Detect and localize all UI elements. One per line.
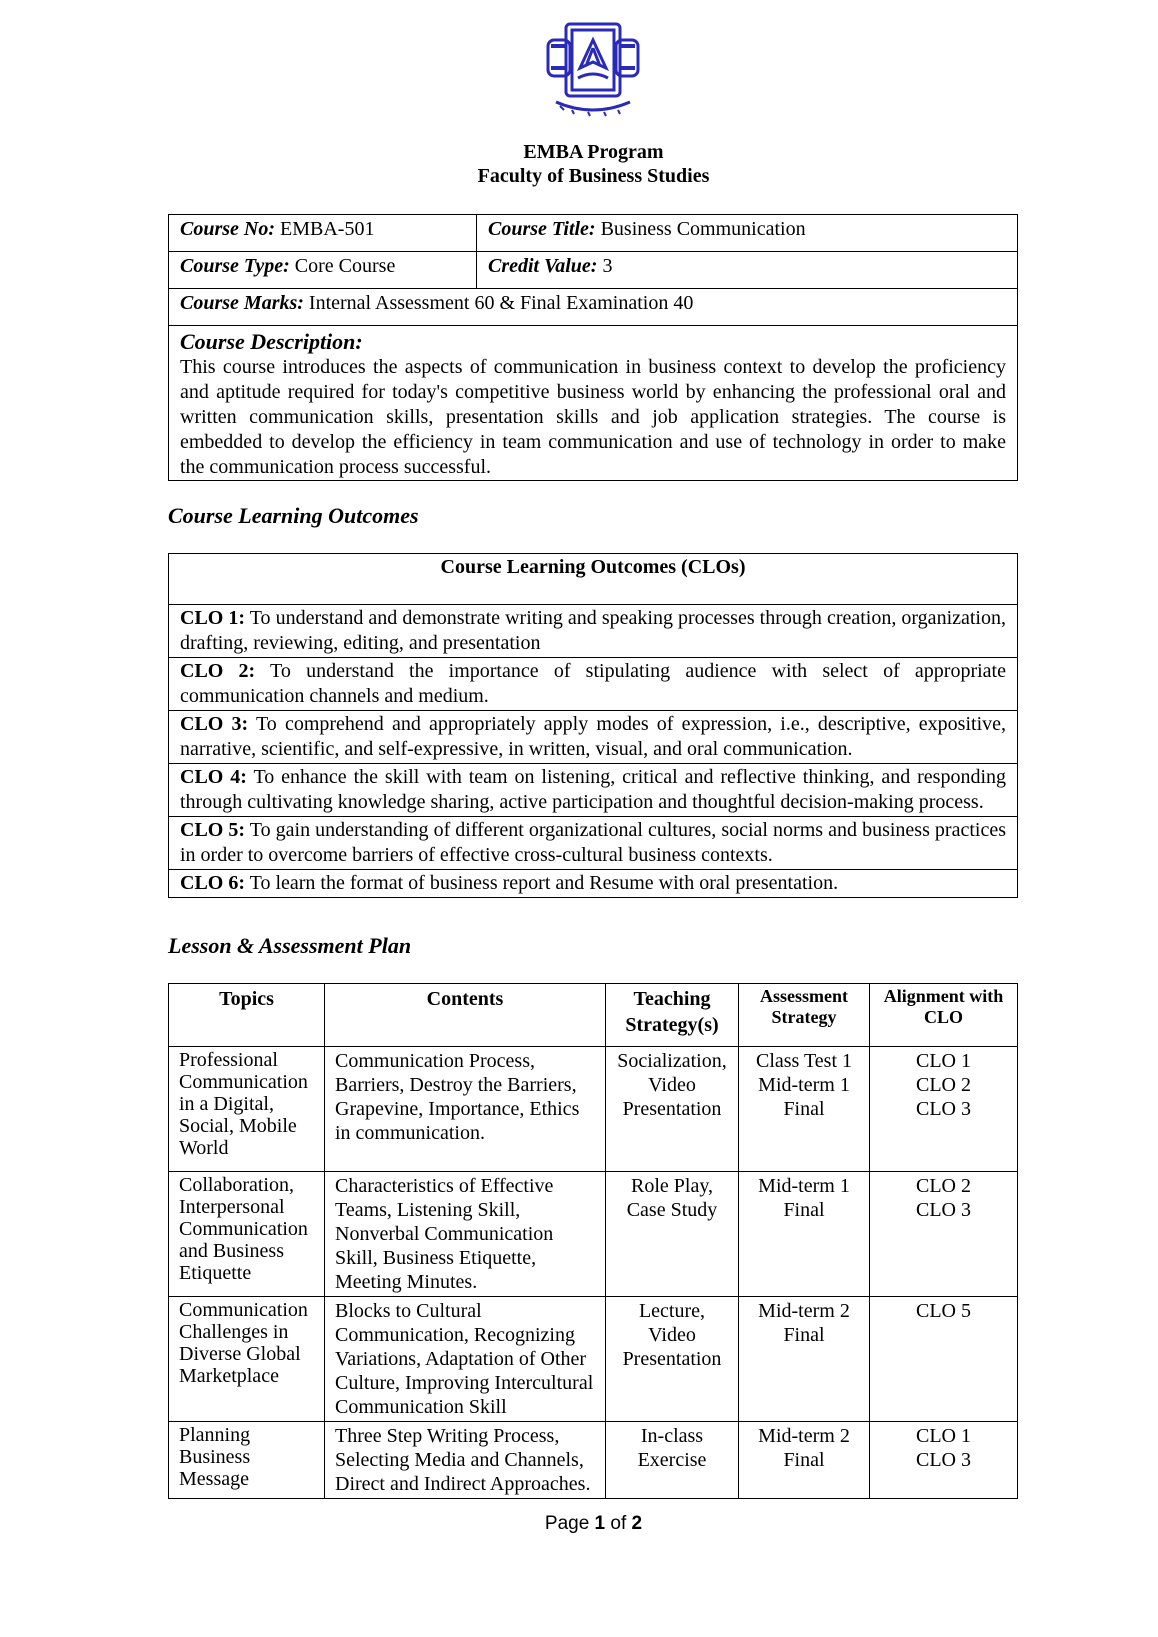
teaching-cell	[606, 1172, 739, 1297]
clo-row	[169, 605, 1018, 658]
assessment-line: Final	[783, 1098, 825, 1120]
teaching-line: Presentation	[622, 1098, 722, 1120]
clo-ref: CLO 1	[916, 1050, 971, 1072]
lesson-plan-table	[168, 983, 1018, 1499]
page-word: Page	[544, 1513, 595, 1534]
alignment-cell	[870, 1422, 1018, 1499]
clo-text: To comprehend and appropriately apply modes of expression, i.e., descriptive, expositive, narrative, scientific, and self-expressive, in written, visual, and oral communication.	[180, 713, 1006, 760]
clo-label: CLO 1:	[180, 607, 246, 629]
course-marks-value: Internal Assessment 60 & Final Examination 40	[303, 292, 694, 314]
assessment-line: Final	[783, 1324, 825, 1346]
credit-value-value: 3	[597, 255, 613, 277]
topic-cell: Planning Business Message	[169, 1422, 325, 1499]
clo-label: CLO 4:	[180, 766, 247, 788]
course-no-value: EMBA-501	[275, 218, 375, 240]
table-row	[169, 1047, 1018, 1172]
clo-ref: CLO 2	[916, 1074, 971, 1096]
alignment-cell	[870, 1172, 1018, 1297]
course-marks-label: Course Marks:	[180, 292, 304, 314]
contents-cell: Three Step Writing Process, Selecting Media and Channels, Direct and Indirect Approaches.	[325, 1422, 606, 1499]
course-type-value: Core Course	[289, 255, 396, 277]
topic-cell: Professional Communication in a Digital, Social, Mobile World	[169, 1047, 325, 1172]
of-word: of	[605, 1513, 632, 1534]
header-alignment: Alignment with CLO	[870, 984, 1018, 1047]
clo-section-title: Course Learning Outcomes	[168, 503, 419, 528]
contents-cell: Blocks to Cultural Communication, Recognizing Variations, Adaptation of Other Culture, Improving Intercultural Communication Skill	[325, 1297, 606, 1422]
clo-table	[168, 553, 1018, 898]
credit-value-label: Credit Value:	[488, 255, 598, 277]
teaching-cell	[606, 1047, 739, 1172]
assessment-line: Mid-term 2	[758, 1425, 850, 1447]
page-footer	[0, 1513, 1158, 1535]
teaching-line: Video	[648, 1074, 696, 1096]
course-type-cell	[169, 252, 477, 289]
clo-row	[169, 658, 1018, 711]
assessment-line: Final	[783, 1199, 825, 1221]
faculty-title: Faculty of Business Studies	[477, 165, 710, 187]
course-description-text: This course introduces the aspects of communication in business context to develop the proficiency and aptitude required for today's competitive business world by enhancing the professional oral and written communication skills, presentation skills and job application strategies. The course is embedded to develop the efficiency in team communication and use of technology in order to make the communication process successful.	[180, 356, 1006, 478]
clo-table-header: Course Learning Outcomes (CLOs)	[169, 554, 1018, 605]
assessment-line: Class Test 1	[755, 1050, 852, 1072]
course-description-label: Course Description:	[180, 329, 363, 354]
topic-cell: Communication Challenges in Diverse Global Marketplace	[169, 1297, 325, 1422]
clo-ref: CLO 3	[916, 1199, 971, 1221]
contents-cell: Communication Process, Barriers, Destroy the Barriers, Grapevine, Importance, Ethics in communication.	[325, 1047, 606, 1172]
course-no-cell	[169, 215, 477, 252]
table-row	[169, 1422, 1018, 1499]
teaching-line: Case Study	[626, 1199, 718, 1221]
course-marks-cell	[169, 289, 1018, 326]
clo-row	[169, 817, 1018, 870]
clo-text: To understand the importance of stipulating audience with select of appropriate communication channels and medium.	[180, 660, 1006, 707]
header-assessment: Assessment Strategy	[739, 984, 870, 1047]
clo-row	[169, 870, 1018, 898]
clo-label: CLO 3:	[180, 713, 249, 735]
assessment-line: Mid-term 2	[758, 1300, 850, 1322]
alignment-cell	[870, 1047, 1018, 1172]
teaching-cell	[606, 1422, 739, 1499]
course-info-table	[168, 214, 1018, 481]
header-teaching: Teaching Strategy(s)	[606, 984, 739, 1047]
teaching-line: Socialization,	[617, 1050, 727, 1072]
assessment-cell	[739, 1047, 870, 1172]
clo-row	[169, 711, 1018, 764]
clo-label: CLO 5:	[180, 819, 246, 841]
alignment-cell	[870, 1297, 1018, 1422]
credit-value-cell	[477, 252, 1018, 289]
contents-cell: Characteristics of Effective Teams, Listening Skill, Nonverbal Communication Skill, Business Etiquette, Meeting Minutes.	[325, 1172, 606, 1297]
page-number: 1	[594, 1513, 606, 1534]
clo-ref: CLO 1	[916, 1425, 971, 1447]
clo-label: CLO 2:	[180, 660, 256, 682]
clo-ref: CLO 5	[916, 1300, 971, 1322]
page-total: 2	[631, 1513, 643, 1534]
table-row	[169, 1172, 1018, 1297]
course-title-cell	[477, 215, 1018, 252]
clo-ref: CLO 3	[916, 1449, 971, 1471]
assessment-line: Mid-term 1	[758, 1074, 850, 1096]
clo-label: CLO 6:	[180, 872, 245, 894]
course-no-label: Course No:	[180, 218, 276, 240]
teaching-line: Presentation	[622, 1348, 722, 1370]
clo-ref: CLO 2	[916, 1175, 971, 1197]
clo-text: To understand and demonstrate writing and speaking processes through creation, organization, drafting, reviewing, editing, and presentation	[180, 607, 1006, 654]
assessment-line: Final	[783, 1449, 825, 1471]
university-logo	[538, 18, 648, 118]
clo-text: To learn the format of business report and Resume with oral presentation.	[245, 872, 839, 894]
course-title-label: Course Title:	[488, 218, 596, 240]
teaching-cell	[606, 1297, 739, 1422]
clo-row	[169, 764, 1018, 817]
table-row	[169, 1297, 1018, 1422]
header-topics: Topics	[169, 984, 325, 1047]
assessment-cell	[739, 1297, 870, 1422]
teaching-line: In-class	[640, 1425, 704, 1447]
teaching-line: Exercise	[637, 1449, 707, 1471]
topic-cell: Collaboration, Interpersonal Communication and Business Etiquette	[169, 1172, 325, 1297]
header-contents: Contents	[325, 984, 606, 1047]
clo-text: To gain understanding of different organizational cultures, social norms and business practices in order to overcome barriers of effective cross-cultural business contexts.	[180, 819, 1006, 866]
assessment-line: Mid-term 1	[758, 1175, 850, 1197]
assessment-cell	[739, 1422, 870, 1499]
course-description-cell	[169, 326, 1018, 481]
lesson-section-title: Lesson & Assessment Plan	[168, 933, 412, 958]
document-header	[0, 140, 1158, 188]
teaching-line: Role Play,	[630, 1175, 714, 1197]
teaching-line: Video	[648, 1324, 696, 1346]
clo-ref: CLO 3	[916, 1098, 971, 1120]
course-title-value: Business Communication	[595, 218, 806, 240]
clo-text: To enhance the skill with team on listening, critical and reflective thinking, and responding through cultivating knowledge sharing, active participation and thoughtful decision-making process.	[180, 766, 1007, 813]
assessment-cell	[739, 1172, 870, 1297]
teaching-line: Lecture,	[638, 1300, 706, 1322]
program-title: EMBA Program	[523, 141, 664, 163]
course-type-label: Course Type:	[180, 255, 290, 277]
